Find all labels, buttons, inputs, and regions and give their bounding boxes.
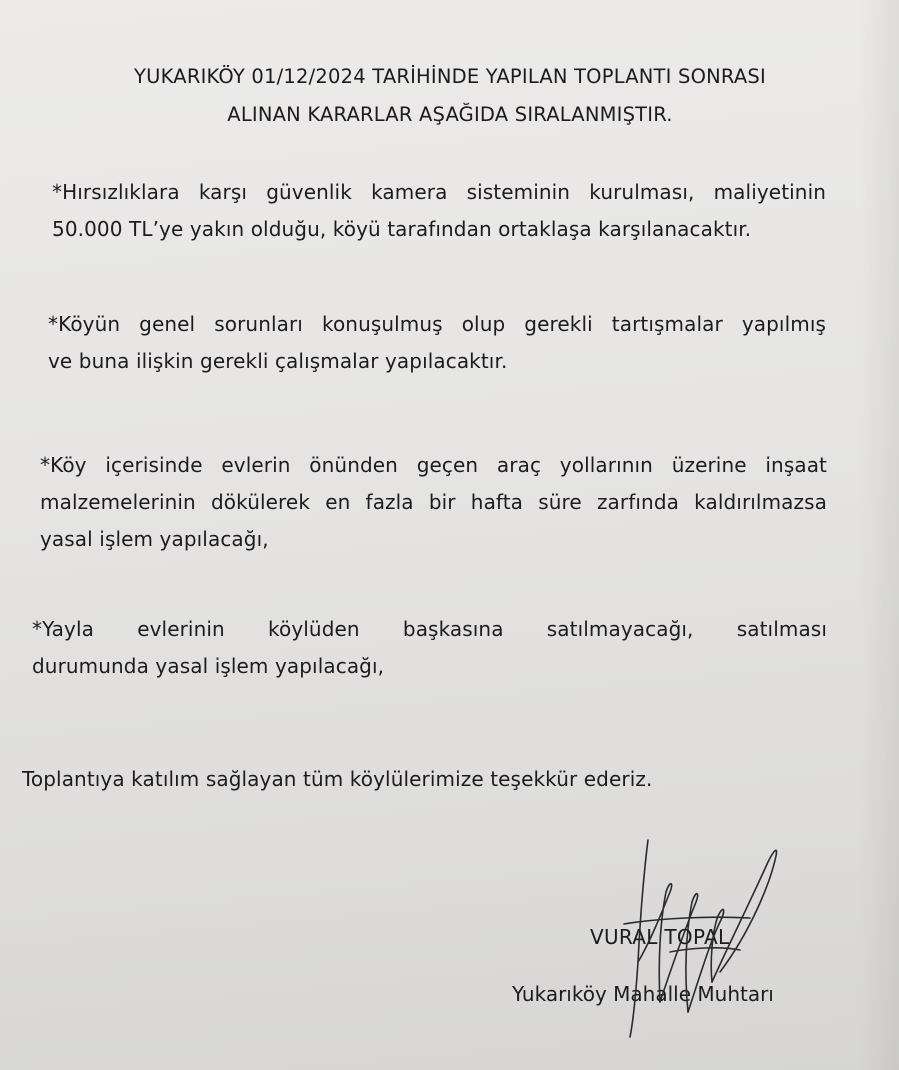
handwritten-signature xyxy=(600,832,800,1042)
decision-line: yasal işlem yapılacağı, xyxy=(40,527,269,551)
decision-paragraph-3 xyxy=(40,447,827,558)
thanks-line: Toplantıya katılım sağlayan tüm köylülerimize teşekkür ederiz. xyxy=(22,767,653,791)
decision-line: *Köyün genel sorunları konuşulmuş olup gerekli tartışmalar yapılmış xyxy=(48,312,826,336)
signatory-title: Yukarıköy Mahalle Muhtarı xyxy=(512,982,774,1006)
thanks-paragraph xyxy=(22,761,802,798)
decision-line: *Yayla evlerinin köylüden başkasına satılmayacağı, satılması xyxy=(32,617,827,641)
decision-line: *Köy içerisinde evlerin önünden geçen araç yollarının üzerine inşaat xyxy=(40,453,827,477)
page-edge-shadow xyxy=(859,0,899,1070)
decision-line: 50.000 TL’ye yakın olduğu, köyü tarafından ortaklaşa karşılanacaktır. xyxy=(52,217,752,241)
title-line: ALINAN KARARLAR AŞAĞIDA SIRALANMIŞTIR. xyxy=(227,103,673,126)
decision-paragraph-2 xyxy=(48,306,826,380)
decision-line: ve buna ilişkin gerekli çalışmalar yapılacaktır. xyxy=(48,349,508,373)
decision-paragraph-1 xyxy=(52,174,826,248)
title-line: YUKARIKÖY 01/12/2024 TARİHİNDE YAPILAN TOPLANTI SONRASI xyxy=(134,65,766,88)
document-title xyxy=(60,58,840,134)
signatory-name: VURAL TOPAL xyxy=(590,925,730,949)
decision-line: durumunda yasal işlem yapılacağı, xyxy=(32,654,385,678)
decision-paragraph-4 xyxy=(32,611,827,685)
decision-line: malzemelerinin dökülerek en fazla bir hafta süre zarfında kaldırılmazsa xyxy=(40,490,827,514)
decision-line: *Hırsızlıklara karşı güvenlik kamera sisteminin kurulması, maliyetinin xyxy=(52,180,826,204)
